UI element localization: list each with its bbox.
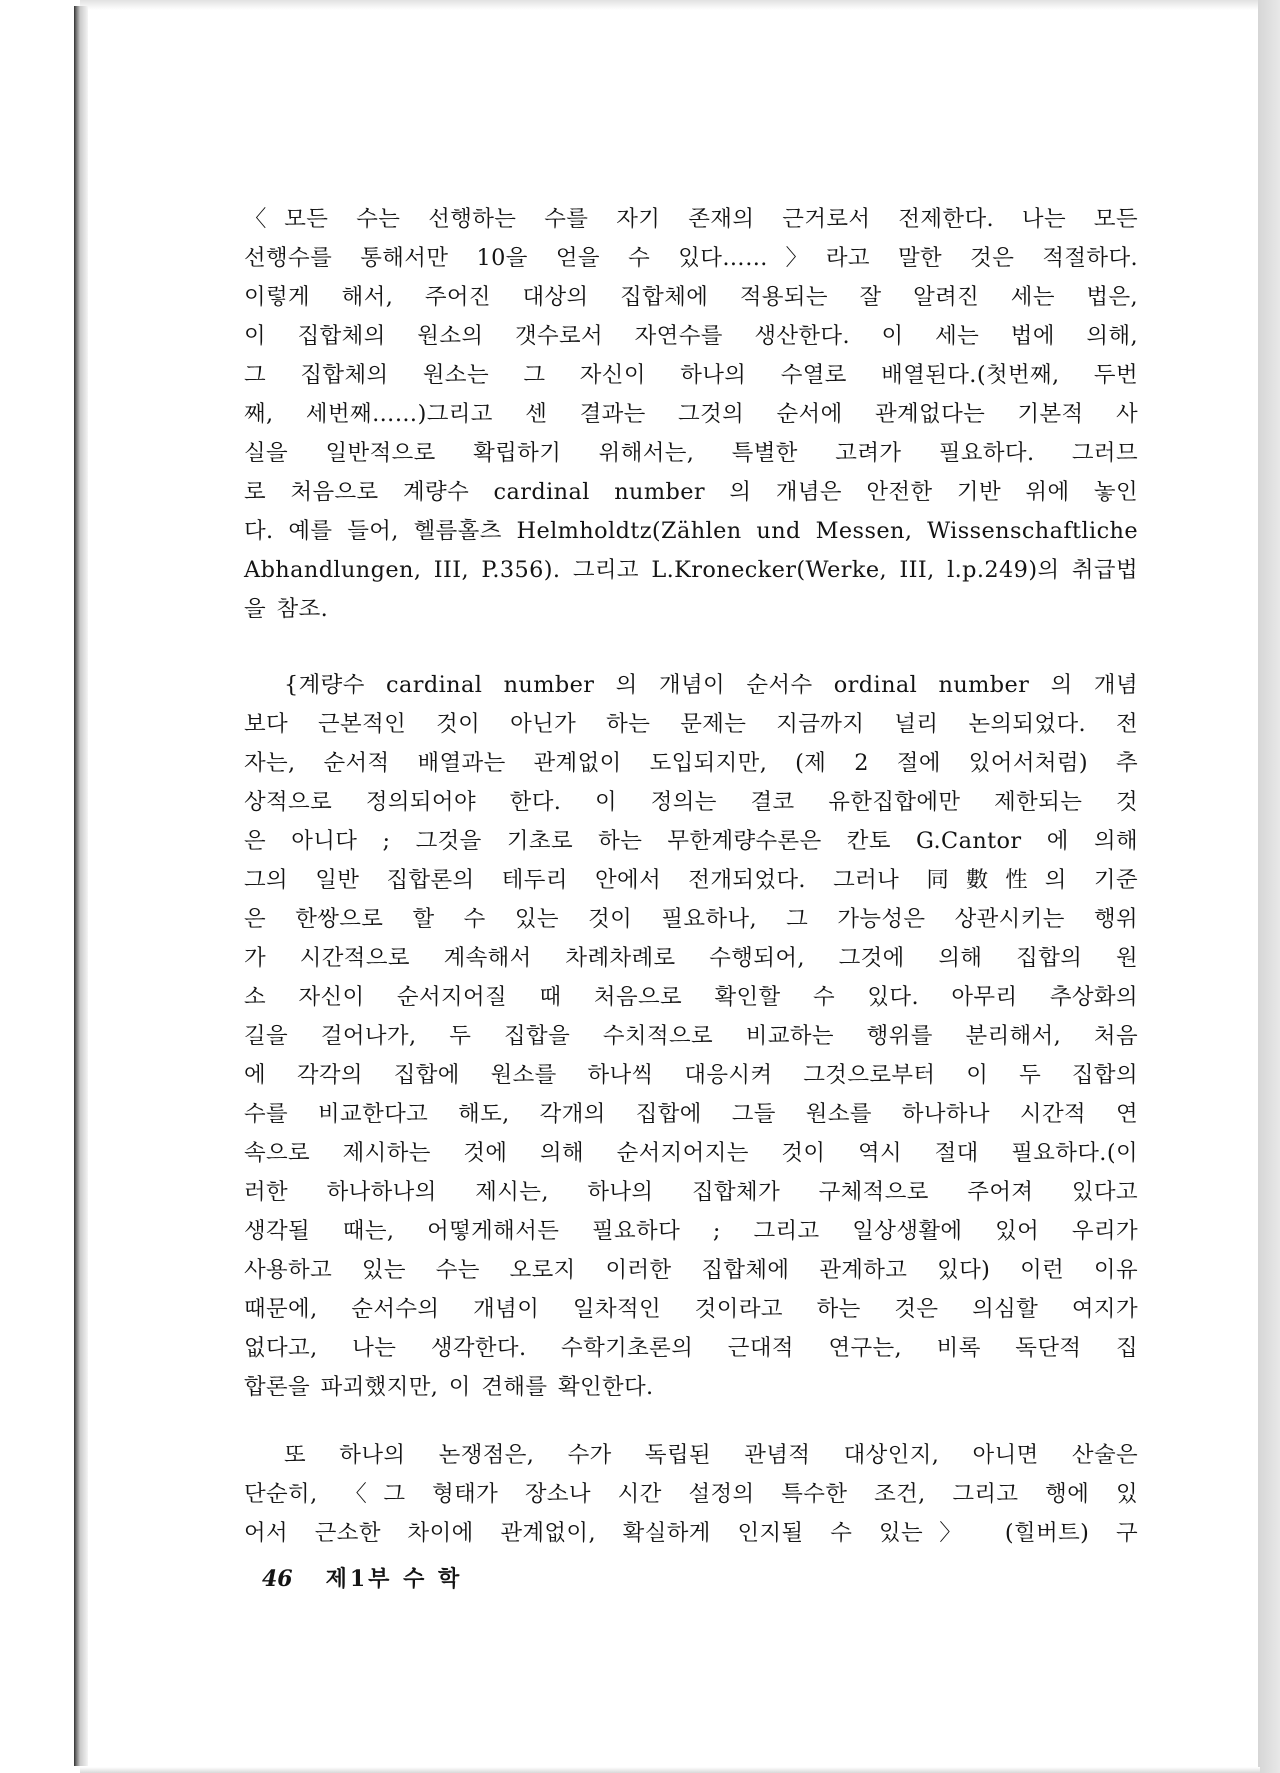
text-line: 자는, 순서적 배열과는 관계없이 도입되지만, (제 2 절에 있어서처럼) 추 (244, 750, 1138, 776)
page-top-edge (80, 0, 1260, 10)
text-line: 은 아니다 ; 그것을 기초로 하는 무한계량수론은 칸토 G.Cantor 에 의해 (244, 828, 1138, 854)
page-footer (262, 1564, 462, 1595)
text-line: 수를 비교한다고 해도, 각개의 집합에 그들 원소를 하나하나 시간적 연 (244, 1101, 1138, 1127)
text-line: Abhandlungen, III, P.356). 그리고 L.Kronecker(Werke, III, l.p.249)의 취급법 (244, 557, 1138, 583)
text-line: 단순히, 〈그 형태가 장소나 시간 설정의 특수한 조건, 그리고 행에 있 (244, 1481, 1138, 1507)
paragraph-controversy (244, 1436, 1138, 1553)
text-line: 합론을 파괴했지만, 이 견해를 확인한다. (244, 1374, 654, 1400)
text-line: 소 자신이 순서지어질 때 처음으로 확인할 수 있다. 아무리 추상화의 (244, 984, 1138, 1010)
text-line: 은 한쌍으로 할 수 있는 것이 필요하나, 그 가능성은 상관시키는 행위 (244, 906, 1138, 932)
text-line: 보다 근본적인 것이 아닌가 하는 문제는 지금까지 널리 논의되었다. 전 (244, 711, 1138, 737)
text-line: {계량수 cardinal number 의 개념이 순서수 ordinal number 의 개념 (284, 672, 1138, 698)
text-line: 상적으로 정의되어야 한다. 이 정의는 결코 유한집합에만 제한되는 것 (244, 789, 1138, 815)
text-line: 생각될 때는, 어떻게해서든 필요하다 ; 그리고 일상생활에 있어 우리가 (244, 1218, 1138, 1244)
paragraph-cardinal-ordinal (244, 666, 1138, 1407)
text-line: 선행수를 통해서만 10을 얻을 수 있다……〉라고 말한 것은 적절하다. (244, 245, 1138, 271)
text-line: 가 시간적으로 계속해서 차례차례로 수행되어, 그것에 의해 집합의 원 (244, 945, 1138, 971)
text-line: 러한 하나하나의 제시는, 하나의 집합체가 구체적으로 주어져 있다고 (244, 1179, 1138, 1205)
text-line: 을 참조. (244, 596, 329, 622)
text-line: 째, 세번째……)그리고 센 결과는 그것의 순서에 관계없다는 기본적 사 (244, 401, 1138, 427)
page-right-margin-strip (1258, 0, 1280, 1773)
text-line: 어서 근소한 차이에 관계없이, 확실하게 인지될 수 있는〉 (힐버트) 구 (244, 1520, 1138, 1546)
page-bottom-edge (80, 1767, 1260, 1773)
page-binding-edge (74, 6, 88, 1766)
text-line: 사용하고 있는 수는 오로지 이러한 집합체에 관계하고 있다) 이런 이유 (244, 1257, 1138, 1283)
paragraph-quote-counting (244, 200, 1138, 629)
text-line: 이렇게 해서, 주어진 대상의 집합체에 적용되는 잘 알려진 세는 법은, (244, 284, 1138, 310)
text-line: 로 처음으로 계량수 cardinal number 의 개념은 안전한 기반 위에 놓인 (244, 479, 1138, 505)
text-line: 또 하나의 논쟁점은, 수가 독립된 관념적 대상인지, 아니면 산술은 (284, 1442, 1138, 1468)
text-line: 길을 걸어나가, 두 집합을 수치적으로 비교하는 행위를 분리해서, 처음 (244, 1023, 1138, 1049)
text-line: 그 집합체의 원소는 그 자신이 하나의 수열로 배열된다.(첫번째, 두번 (244, 362, 1138, 388)
text-line: 없다고, 나는 생각한다. 수학기초론의 근대적 연구는, 비록 독단적 집 (244, 1335, 1138, 1361)
text-line: 때문에, 순서수의 개념이 일차적인 것이라고 하는 것은 의심할 여지가 (244, 1296, 1138, 1322)
text-line: 이 집합체의 원소의 갯수로서 자연수를 생산한다. 이 세는 법에 의해, (244, 323, 1138, 349)
text-line: 실을 일반적으로 확립하기 위해서는, 특별한 고려가 필요하다. 그러므 (244, 440, 1138, 466)
text-line: 그의 일반 집합론의 테두리 안에서 전개되었다. 그러나 同數性의 기준 (244, 867, 1138, 893)
section-label: 제1부 수 학 (325, 1566, 463, 1592)
text-line: 에 각각의 집합에 원소를 하나씩 대응시켜 그것으로부터 이 두 집합의 (244, 1062, 1138, 1088)
page-number: 46 (262, 1566, 293, 1592)
text-line: 다. 예를 들어, 헬름홀츠 Helmholdtz(Zählen und Messen, Wissenschaftliche (244, 518, 1138, 544)
text-line: 〈모든 수는 선행하는 수를 자기 존재의 근거로서 전제한다. 나는 모든 (244, 206, 1138, 232)
text-line: 속으로 제시하는 것에 의해 순서지어지는 것이 역시 절대 필요하다.(이 (244, 1140, 1138, 1166)
